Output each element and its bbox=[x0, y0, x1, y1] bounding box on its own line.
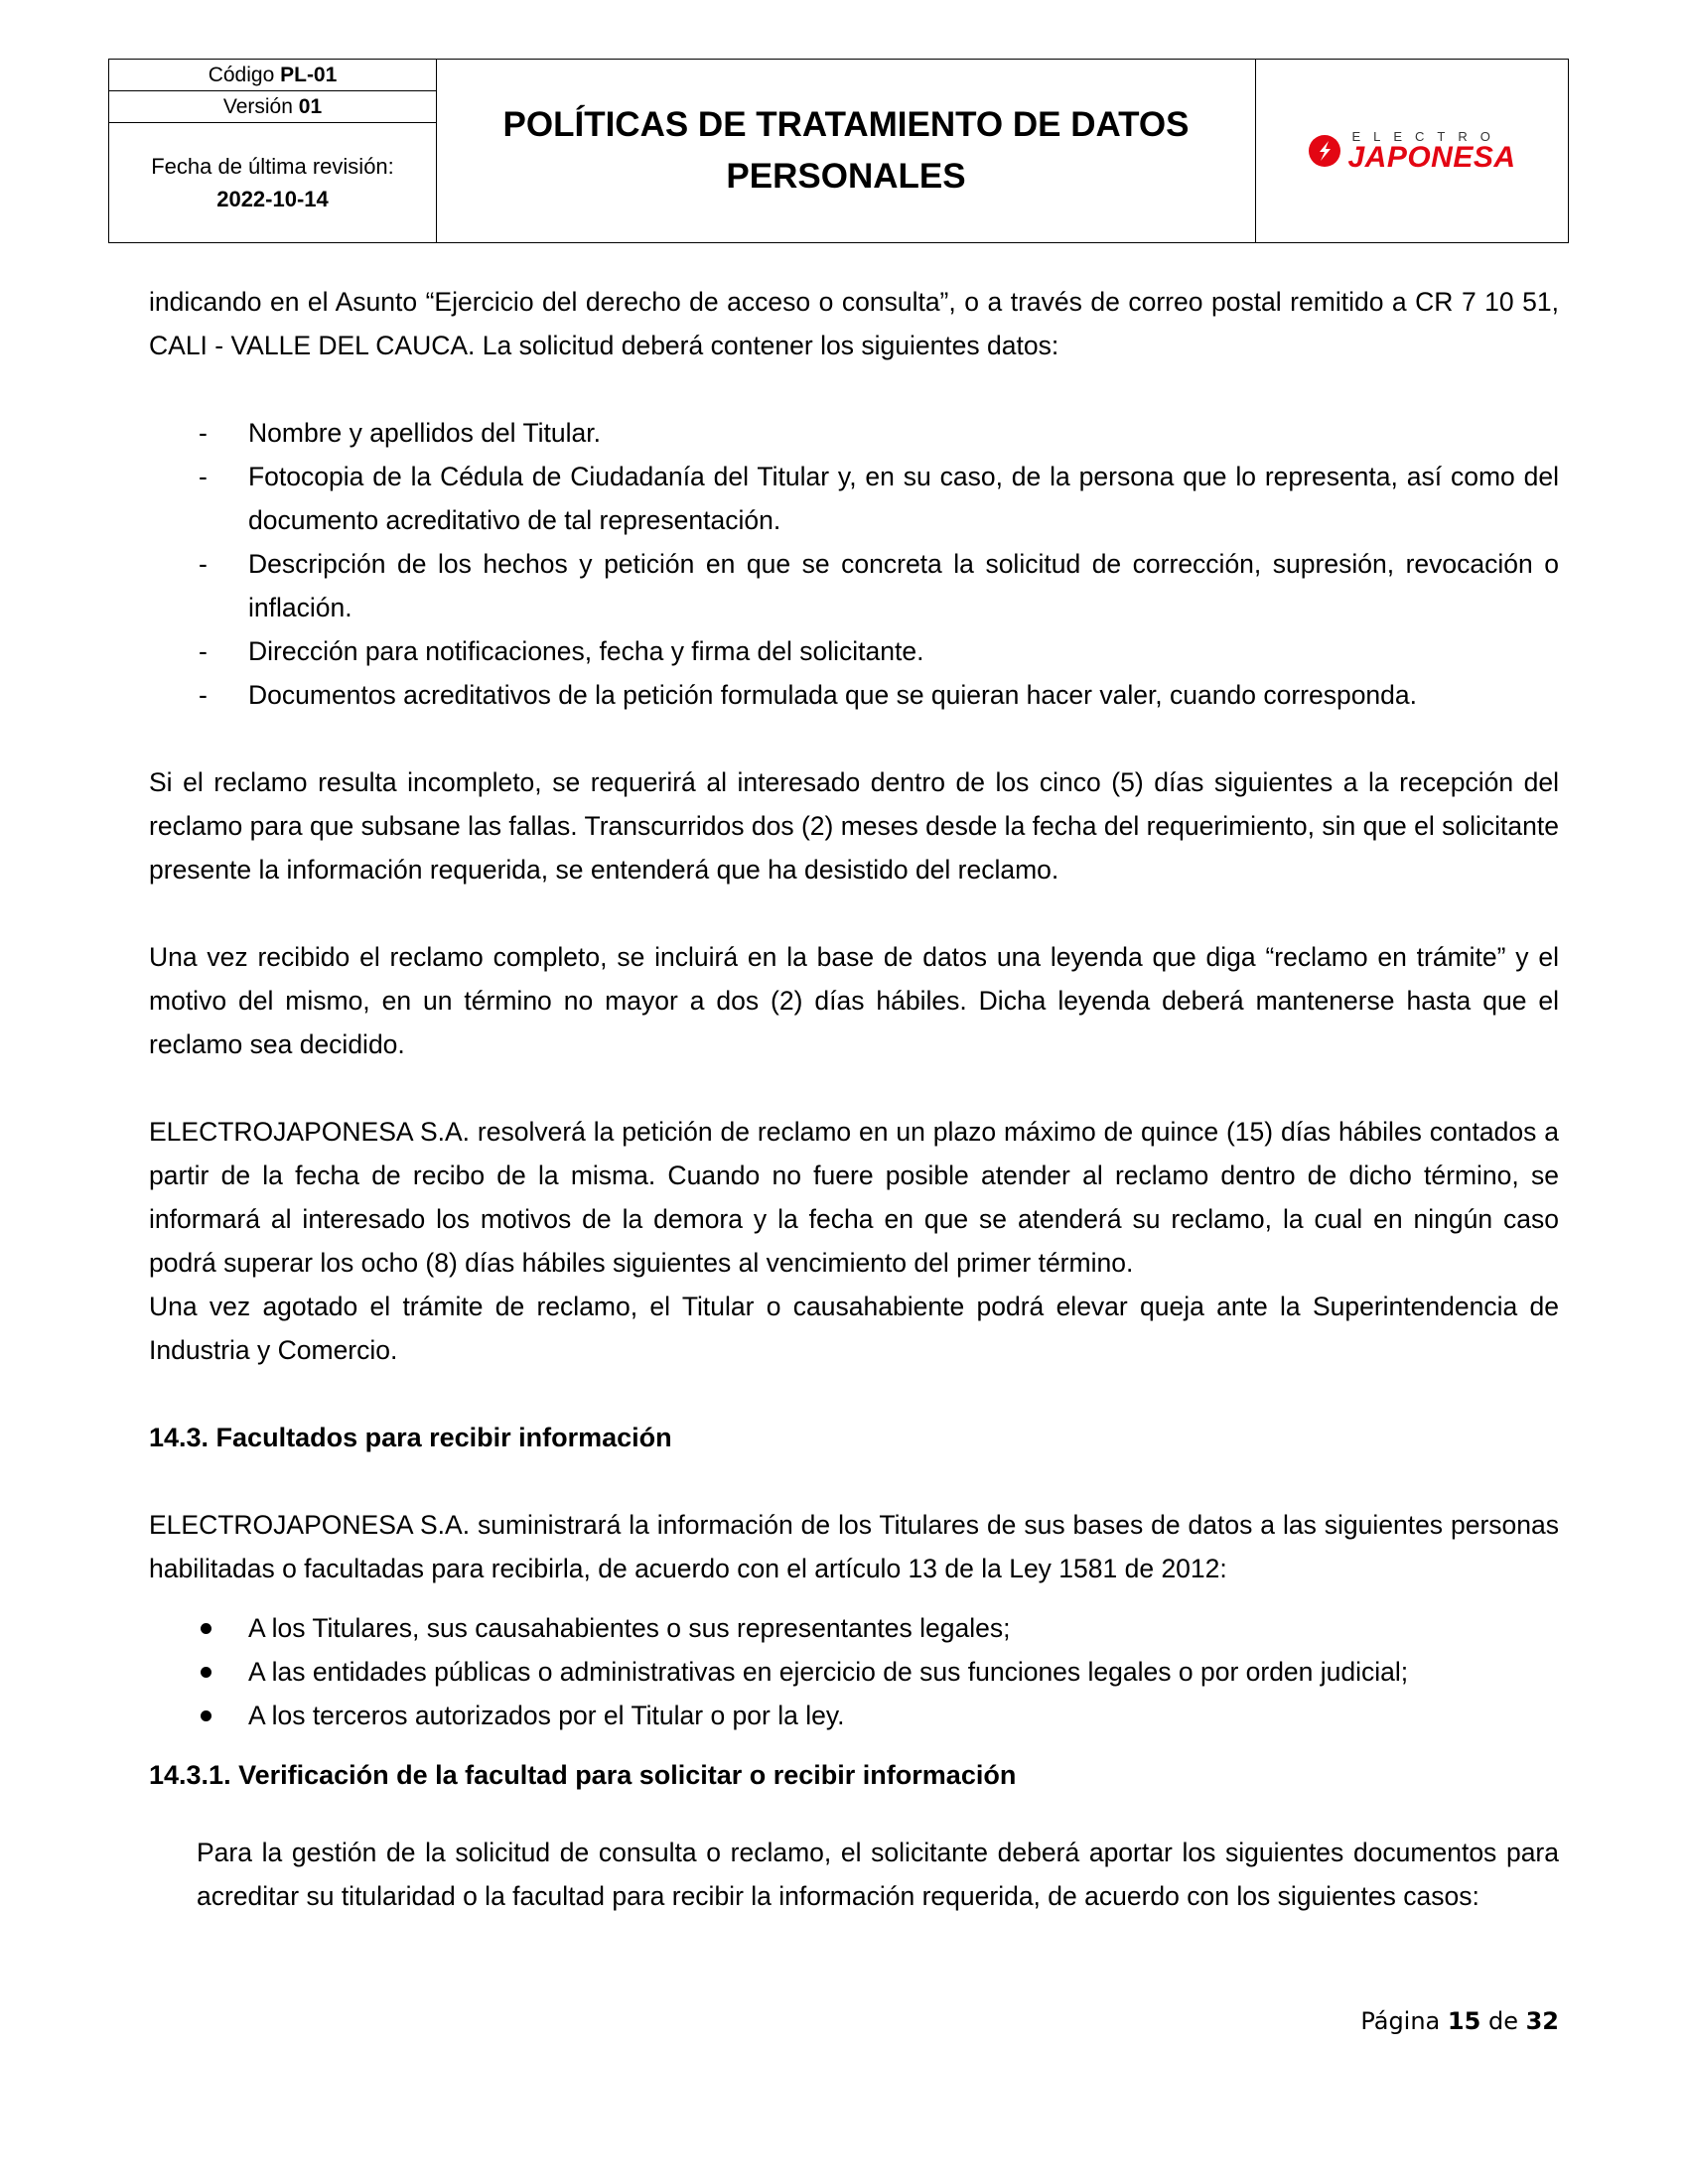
company-logo bbox=[1256, 60, 1568, 242]
code-label: Código bbox=[208, 64, 275, 86]
page-total: 32 bbox=[1525, 2007, 1559, 2035]
version-label: Versión bbox=[222, 95, 293, 118]
document-title: POLÍTICAS DE TRATAMIENTO DE DATOS PERSONALES bbox=[437, 60, 1256, 242]
page-of: de bbox=[1487, 2007, 1518, 2035]
page-current: 15 bbox=[1447, 2007, 1481, 2035]
list-item: - Fotocopia de la Cédula de Ciudadanía del Titular y, en su caso, de la persona que lo representa, así como del documento acreditativo de tal representación. bbox=[199, 462, 1559, 535]
requirements-list bbox=[149, 411, 1559, 717]
list-item: - Dirección para notificaciones, fecha y firma del solicitante. bbox=[199, 636, 924, 666]
verificacion-paragraph: Para la gestión de la solicitud de consulta o reclamo, el solicitante deberá aportar los siguientes documentos para acreditar su titularidad o la facultad para recibir la información requerida, de acuerdo con los siguientes casos: bbox=[197, 1838, 1559, 1911]
facultados-paragraph: ELECTROJAPONESA S.A. suministrará la información de los Titulares de sus bases de datos a las siguientes personas habilitadas o facultadas para recibirla, de acuerdo con el artículo 13 de la Ley 1581 de 2012: bbox=[149, 1510, 1559, 1583]
logo-main-text: JAPONESA bbox=[1347, 140, 1516, 174]
queja-paragraph: Una vez agotado el trámite de reclamo, el Titular o causahabiente podrá elevar queja ante la Superintendencia de Industria y Comercio. bbox=[149, 1292, 1559, 1365]
revision-block bbox=[109, 123, 436, 242]
document-header bbox=[108, 59, 1569, 243]
intro-paragraph: indicando en el Asunto “Ejercicio del derecho de acceso o consulta”, o a través de correo postal remitido a CR 7 10 51, CALI - VALLE DEL CAUCA. La solicitud deberá contener los siguientes datos: bbox=[149, 287, 1559, 360]
incomplete-paragraph: Si el reclamo resulta incompleto, se requerirá al interesado dentro de los cinco (5) días siguientes a la recepción del reclamo para que subsane las fallas. Transcurridos dos (2) meses desde la fecha del requerimiento, sin que el solicitante presente la información requerida, se entenderá que ha desistido del reclamo. bbox=[149, 767, 1559, 885]
page-label: Página bbox=[1360, 2007, 1441, 2035]
list-item: - Documentos acreditativos de la petición formulada que se quieran hacer valer, cuando corresponda. bbox=[199, 680, 1418, 710]
revision-label: Fecha de última revisión: bbox=[151, 154, 394, 179]
version-value: 01 bbox=[298, 95, 323, 118]
authorized-list bbox=[149, 1606, 1559, 1737]
section-heading-verificacion: 14.3.1. Verificación de la facultad para solicitar o recibir información bbox=[149, 1760, 1017, 1790]
version-row bbox=[109, 91, 436, 123]
list-item: A los terceros autorizados por el Titular o por la ley. bbox=[149, 1694, 1559, 1737]
list-item: A las entidades públicas o administrativas en ejercicio de sus funciones legales o por orden judicial; bbox=[149, 1650, 1559, 1694]
list-item: - Nombre y apellidos del Titular. bbox=[199, 418, 601, 448]
section-heading-facultados: 14.3. Facultados para recibir información bbox=[149, 1423, 672, 1452]
complete-paragraph: Una vez recibido el reclamo completo, se incluirá en la base de datos una leyenda que diga “reclamo en trámite” y el motivo del mismo, en un término no mayor a dos (2) días hábiles. Dicha leyenda deberá mantenerse hasta que el reclamo sea decidido. bbox=[149, 942, 1559, 1059]
page-footer bbox=[1360, 2007, 1559, 2035]
code-row bbox=[109, 60, 436, 91]
logo-mark-icon bbox=[1308, 134, 1341, 168]
logo-top-text: ELECTRO bbox=[1351, 128, 1503, 144]
header-meta bbox=[109, 60, 437, 242]
document-body bbox=[149, 280, 1559, 1918]
resolve-paragraph: ELECTROJAPONESA S.A. resolverá la petición de reclamo en un plazo máximo de quince (15) días hábiles contados a partir de la fecha de recibo de la misma. Cuando no fuere posible atender al reclamo dentro de dicho término, se informará al interesado los motivos de la demora y la fecha en que se atenderá su reclamo, la cual en ningún caso podrá superar los ocho (8) días hábiles siguientes al vencimiento del primer término. bbox=[149, 1117, 1559, 1278]
revision-date: 2022-10-14 bbox=[216, 187, 329, 211]
list-item: A los Titulares, sus causahabientes o sus representantes legales; bbox=[149, 1606, 1559, 1650]
code-value: PL-01 bbox=[280, 64, 338, 86]
list-item: - Descripción de los hechos y petición en que se concreta la solicitud de corrección, supresión, revocación o inflación. bbox=[199, 549, 1559, 622]
